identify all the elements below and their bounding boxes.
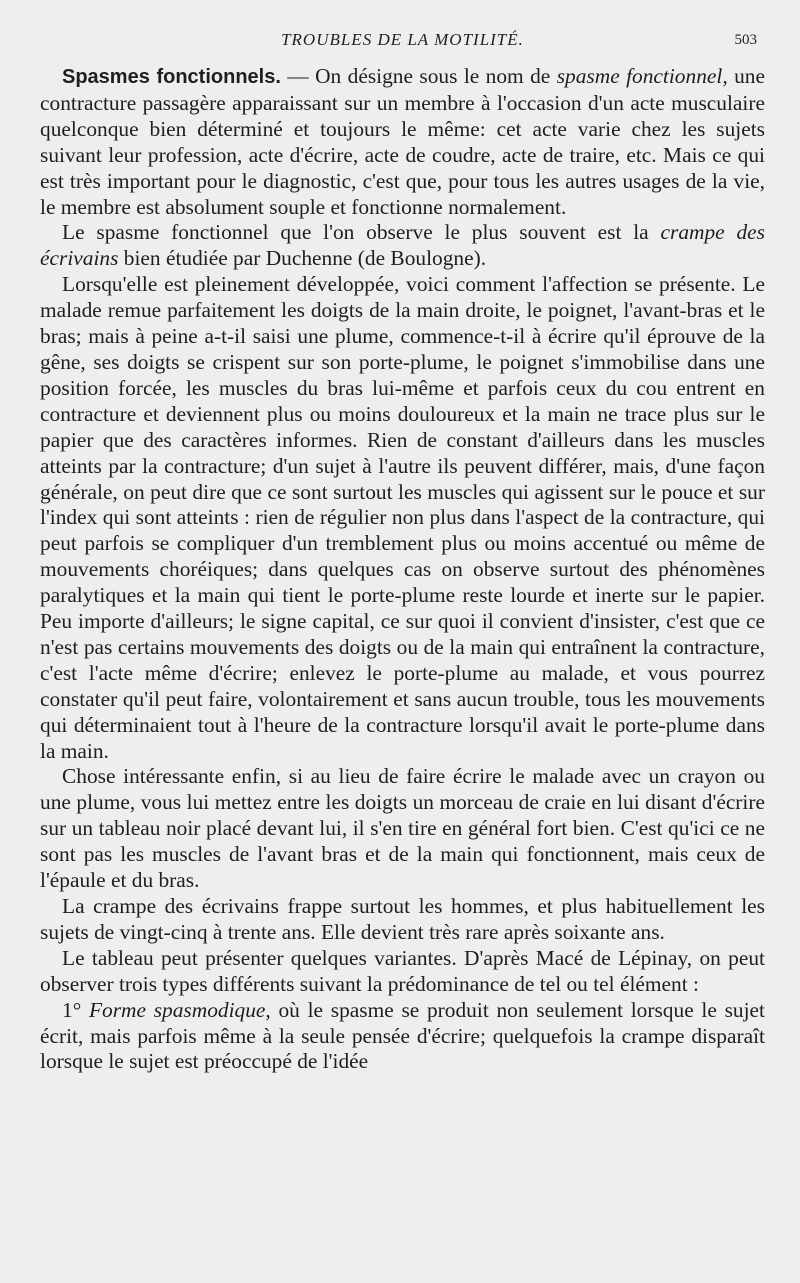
text-run: bien étudiée par Duchenne (de Boulogne). [118, 246, 487, 271]
italic-term: crampe des écrivains [40, 220, 765, 271]
paragraph-crampe-des-ecrivains [40, 220, 765, 272]
page-header [40, 30, 765, 54]
text-run: — On désigne sous le nom de [280, 64, 557, 88]
paragraph-forme-spasmodique [40, 998, 765, 1076]
paragraph-variantes: Le tableau peut présenter quelques variantes. D'après Macé de Lépinay, on peut observer trois types différents suivant la prédominance de tel ou tel élément : [40, 945, 765, 996]
italic-term: Forme spasmodique [88, 997, 266, 1022]
text-run: 1° [62, 997, 89, 1022]
page-number: 503 [734, 32, 757, 48]
text-run: , où le spasme se produit non seulement lorsque le sujet écrit, mais parfois même à la seule pensée d'écrire; quelquefois la crampe disparaît lorsque le sujet est préoccupé de l'idée [40, 997, 765, 1074]
section-lead-heading: Spasmes fonctionnels. [62, 66, 281, 88]
body-text [40, 64, 765, 1075]
text-run: Le spasme fonctionnel que l'on observe le plus souvent est la [62, 220, 661, 245]
paragraph-frequence: La crampe des écrivains frappe surtout les hommes, et plus habituellement les sujets de vingt-cinq à trente ans. Elle devient très rare après soixante ans. [40, 894, 765, 944]
italic-term: spasme fonctionnel [556, 64, 723, 88]
paragraph-description: Lorsqu'elle est pleinement développée, voici comment l'affection se présente. Le malade remue parfaitement les doigts de la main droite, le poignet, l'avant-bras et le bras; mais à peine a-t-il saisi une plume, commence-t-il à écrire qu'il éprouve de la gêne, ses doigts se crispent sur son porte-plume, le poignet s'immobilise dans une position forcée, les muscles du bras lui-même et parfois ceux du cou entrent en contracture et deviennent plus ou moins douloureux et la main ne trace plus sur le papier que des caractères informes. Rien de constant d'ailleurs dans les muscles atteints par la contracture; d'un sujet à l'autre ils peuvent différer, mais, d'une façon générale, on peut dire que ce sont surtout les muscles qui agissent sur le pouce et sur l'index qui sont atteints : rien de régulier non plus dans l'aspect de la contracture, qui peut parfois se compliquer d'un tremblement plus ou moins accentué ou même de mouvements choréiques; dans quelques cas on observe surtout des phénomènes paralytiques et la main qui tient le porte-plume reste lourde et inerte sur le papier. Peu importe d'ailleurs; le signe capital, ce sur quoi il convient d'insister, c'est que ce n'est pas certains mouvements des doigts ou de la main qui entraînent la contracture, c'est l'acte même d'écrire; enlevez le porte-plume au malade, et vous pourrez constater qu'il peut faire, volontairement et sans aucun trouble, tous les mouvements qui déterminaient tout à l'heure de la contracture lorsqu'il avait le porte-plume dans la main. [40, 272, 765, 763]
paragraph-craie: Chose intéressante enfin, si au lieu de faire écrire le malade avec un crayon ou une plume, vous lui mettez entre les doigts un morceau de craie en lui disant d'écrire sur un tableau noir placé devant lui, il s'en tire en général fort bien. C'est qu'ici ce ne sont pas les muscles de l'avant bras et de la main qui fonctionnent, mais ceux de l'épaule et du bras. [40, 764, 765, 893]
paragraph-spasmes-fonctionnels [40, 64, 765, 220]
running-title: TROUBLES DE LA MOTILITÉ. [281, 30, 524, 49]
text-run: , une contracture passagère apparaissant sur un membre à l'occasion d'un acte musculaire quelconque bien déterminé et toujours le même: cet acte varie chez les sujets suivant leur profession, acte d'écrire, acte de coudre, acte de traire, etc. Mais ce qui est très important pour le diagnostic, c'est que, pour tous les autres usages de la vie, le membre est absolument souple et fonctionne normalement. [40, 64, 765, 219]
